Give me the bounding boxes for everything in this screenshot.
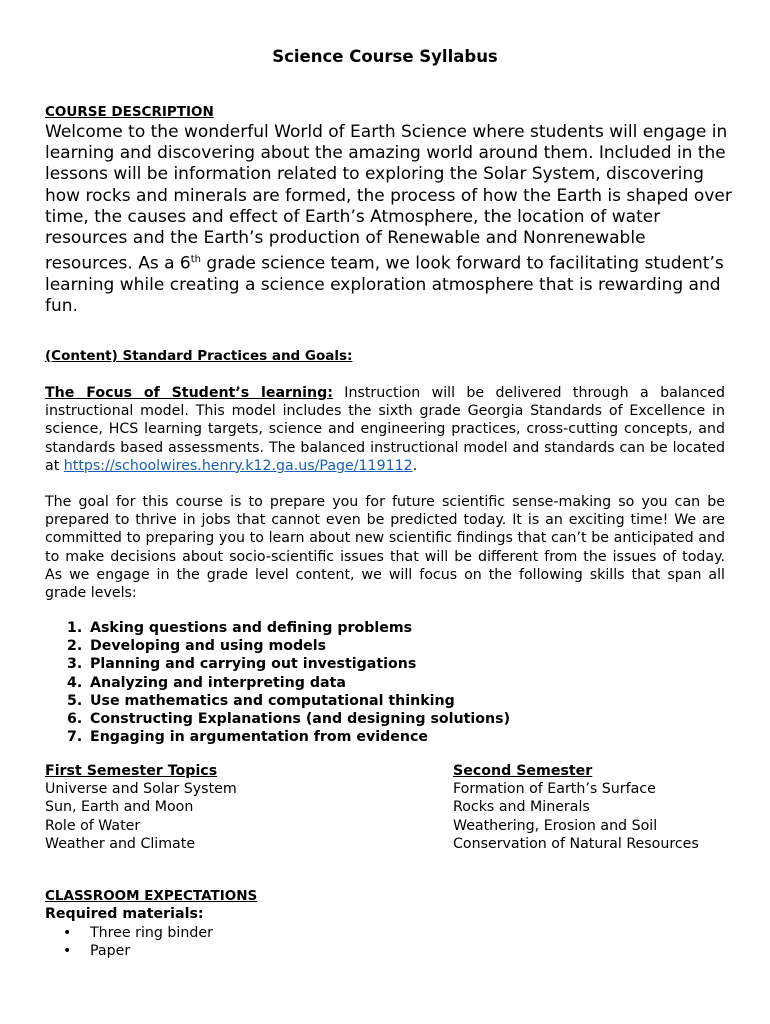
topic-item: Weathering, Erosion and Soil	[453, 817, 658, 834]
skill-text: Asking questions and defining problems	[90, 620, 413, 636]
skill-number: 6.	[67, 711, 83, 728]
material-text: Paper	[90, 943, 131, 960]
skill-text: Developing and using models	[90, 638, 327, 655]
standards-heading: (Content) Standard Practices and Goals:	[45, 348, 353, 364]
second-semester-column	[453, 762, 699, 853]
material-item	[63, 924, 213, 942]
description-part-1: Welcome to the wonderful World of Earth Science where students will engage in learning and discovering about the amazing world around them. Included in the lessons will be information related to exploring the Solar System, discovering how rocks and minerals are formed, the process of how the Earth is shaped over time, the causes and effect of Earth’s Atmosphere, the location of water resources and the Earth’s production of Renewable and Nonrenewable resources. As a 6	[45, 122, 732, 274]
skill-text: Use mathematics and computational thinking	[90, 692, 455, 709]
page-title: Science Course Syllabus	[272, 47, 498, 66]
topic-item: Conservation of Natural Resources	[453, 835, 699, 852]
materials-list	[63, 924, 213, 960]
topic-item: Weather and Climate	[45, 835, 196, 852]
course-description-heading: COURSE DESCRIPTION	[45, 104, 214, 120]
skill-text: Planning and carrying out investigations	[90, 656, 417, 673]
topic-item: Sun, Earth and Moon	[45, 799, 194, 816]
skill-item	[67, 674, 510, 692]
skill-text: Engaging in argumentation from evidence	[90, 729, 429, 746]
bullet-icon: •	[63, 943, 72, 960]
first-semester-heading: First Semester Topics	[45, 763, 218, 779]
skill-text: Analyzing and interpreting data	[90, 674, 346, 691]
course-description-text	[45, 122, 735, 317]
topic-item: Role of Water	[45, 817, 141, 834]
goal-paragraph: The goal for this course is to prepare you for future scientific sense-making so you can be prepared to thrive in jobs that cannot even be predicted today. It is an exciting time! We are committed to preparing you to learn about new scientific findings that can’t be anticipated and to make decisions about socio-scientific issues that will be different from the issues of today. As we engage in the grade level content, we will focus on the following skills that span all grade levels:	[45, 494, 725, 602]
skill-item	[67, 728, 510, 746]
skill-number: 5.	[67, 692, 83, 709]
skill-number: 7.	[67, 729, 83, 746]
skill-number: 1.	[67, 620, 83, 636]
bullet-icon: •	[63, 925, 72, 941]
skill-item	[67, 710, 510, 728]
skill-item	[67, 655, 510, 673]
material-text: Three ring binder	[90, 925, 213, 941]
skill-item	[67, 637, 510, 655]
skill-item	[67, 692, 510, 710]
skill-number: 2.	[67, 638, 83, 655]
focus-end: .	[412, 457, 418, 474]
skill-number: 3.	[67, 656, 83, 673]
first-semester-column	[45, 762, 237, 853]
description-part-2: grade science team, we look forward to facilitating student’s learning while creating a science exploration atmosphere that is rewarding and fun.	[45, 253, 724, 317]
skill-number: 4.	[67, 674, 83, 691]
skill-text: Constructing Explanations (and designing solutions)	[90, 711, 511, 728]
required-materials-label: Required materials:	[45, 906, 204, 922]
second-semester-heading: Second Semester	[453, 763, 593, 779]
classroom-expectations-heading: CLASSROOM EXPECTATIONS	[45, 888, 258, 904]
focus-paragraph	[45, 384, 725, 475]
focus-lead: The Focus of Student’s learning:	[45, 385, 333, 401]
material-item	[63, 942, 213, 960]
topic-item: Formation of Earth’s Surface	[453, 781, 656, 798]
standards-link[interactable]: https://schoolwires.henry.k12.ga.us/Page/119112	[63, 457, 413, 474]
skills-list	[67, 619, 510, 746]
topic-item: Universe and Solar System	[45, 781, 237, 798]
focus-text: Instruction will be delivered through a balanced instructional model. This model includes the sixth grade Georgia Standards of Excellence in science, HCS learning targets, science and engineering practices, cross-cutting concepts, and standards based assessments. The balanced instructional model and standards can be located at	[45, 385, 725, 474]
skill-item	[67, 619, 510, 637]
topic-item: Rocks and Minerals	[453, 799, 590, 816]
ordinal-suffix: th	[190, 254, 201, 266]
